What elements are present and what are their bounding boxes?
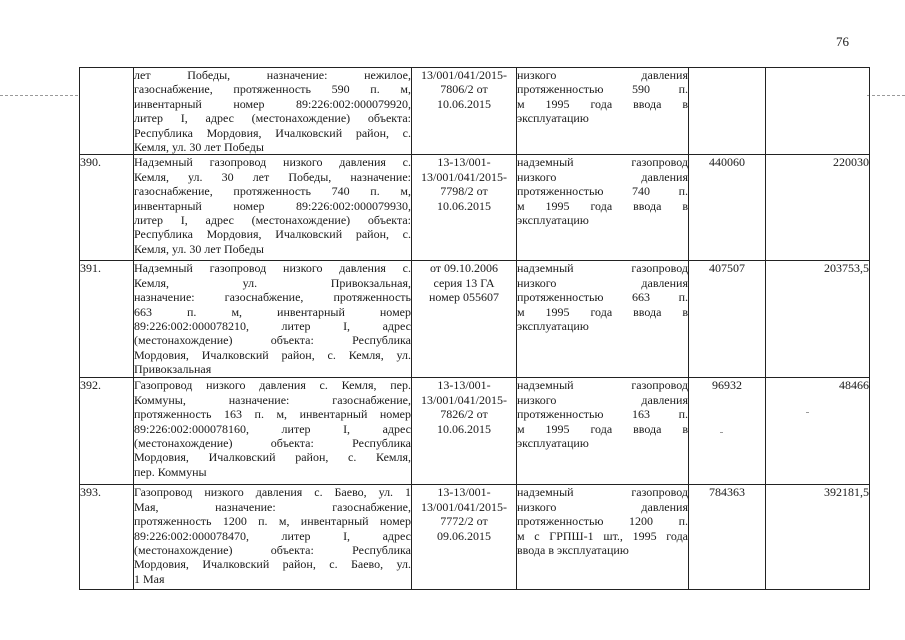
page-number: 76 bbox=[836, 34, 849, 49]
row-number: 391. bbox=[80, 261, 134, 378]
balance-value bbox=[689, 68, 766, 155]
row-number: 392. bbox=[80, 378, 134, 485]
object-description: Надземный газопровод низкого давления с. Кемля, ул. 30 лет Победы, назначение: газоснабжение, протяженность 740 п. м, инвентарный номер 89:226:002:000079930, литер I, адрес (местонахождение) объекта: Республика Мордовия, Ичалковский район, с. Кемля, ул. 30 лет Победы bbox=[134, 155, 412, 261]
row-number bbox=[80, 68, 134, 155]
technical-characteristics: надземный газопровод низкого давления протяженностью 163 п. м 1995 года ввода в эксплуатацию bbox=[517, 378, 689, 485]
object-description: Надземный газопровод низкого давления с. Кемля, ул. Привокзальная, назначение: газоснабжение, протяженность 663 п. м, инвентарный номер 89:226:002:000078210, литер I, адрес (местонахождение) объекта: Республика Мордовия, Ичалковский район, с. Кемля, ул. Привокзальная bbox=[134, 261, 411, 377]
object-description: Газопровод низкого давления с. Баево, ул. 1 Мая, назначение: газоснабжение, протяженность 1200 п. м, инвентарный номер 89:226:002:000078470, литер I, адрес (местонахождение) объекта: Республика Мордовия, Ичалковский район, с. Баево, ул. 1 Мая bbox=[134, 485, 412, 590]
table-row bbox=[80, 68, 870, 155]
object-description: лет Победы, назначение: нежилое, газоснабжение, протяженность 590 п. м, инвентарный номер 89:226:002:000079920, литер I, адрес (местонахождение) объекта: Республика Мордовия, Ичалковский район, с. Кемля, ул. 30 лет Победы bbox=[134, 68, 411, 155]
table-row bbox=[80, 485, 870, 590]
technical-characteristics: надземный газопровод низкого давления протяженностью 740 п. м 1995 года ввода в эксплуатацию bbox=[517, 155, 689, 261]
property-registry-table bbox=[79, 67, 870, 590]
row-number: 393. bbox=[80, 485, 134, 590]
scan-artifact-right bbox=[867, 95, 905, 96]
table-row bbox=[80, 155, 870, 261]
row-number: 390. bbox=[80, 155, 134, 261]
residual-value: 392181,5 bbox=[766, 485, 870, 590]
object-description: Газопровод низкого давления с. Кемля, пер. Коммуны, назначение: газоснабжение, протяженность 163 п. м, инвентарный номер 89:226:002:000078160, литер I, адрес (местонахождение) объекта: Республика Мордовия, Ичалковский район, с. Кемля, пер. Коммуны bbox=[134, 378, 412, 485]
balance-value: 407507 bbox=[689, 261, 766, 378]
table-row bbox=[80, 378, 870, 485]
registration-record: 13/001/041/2015- 7806/2 от 10.06.2015 bbox=[412, 68, 517, 155]
residual-value: 48466 bbox=[766, 378, 870, 485]
balance-value: 96932 bbox=[689, 378, 766, 485]
technical-characteristics: надземный газопровод низкого давления протяженностью 663 п. м 1995 года ввода в эксплуатацию bbox=[517, 261, 689, 378]
scan-artifact-left bbox=[0, 95, 78, 96]
balance-value: 440060 bbox=[689, 155, 766, 261]
technical-characteristics: надземный газопровод низкого давления протяженностью 1200 п. м с ГРПШ-1 шт., 1995 года ввода в эксплуатацию bbox=[517, 485, 689, 590]
registration-record: 13-13/001- 13/001/041/2015- 7772/2 от 09.06.2015 bbox=[412, 485, 517, 590]
residual-value: 220030 bbox=[766, 155, 870, 261]
balance-value: 784363 bbox=[689, 485, 766, 590]
residual-value: 203753,5 bbox=[766, 261, 870, 378]
registration-record: 13-13/001- 13/001/041/2015- 7826/2 от 10.06.2015 bbox=[412, 378, 517, 485]
table-row bbox=[80, 261, 870, 378]
technical-characteristics: низкого давления протяженностью 590 п. м 1995 года ввода в эксплуатацию bbox=[517, 68, 689, 155]
registration-record: от 09.10.2006 серия 13 ГА номер 055607 bbox=[412, 261, 517, 378]
residual-value bbox=[766, 68, 870, 155]
registration-record: 13-13/001- 13/001/041/2015- 7798/2 от 10.06.2015 bbox=[412, 155, 517, 261]
